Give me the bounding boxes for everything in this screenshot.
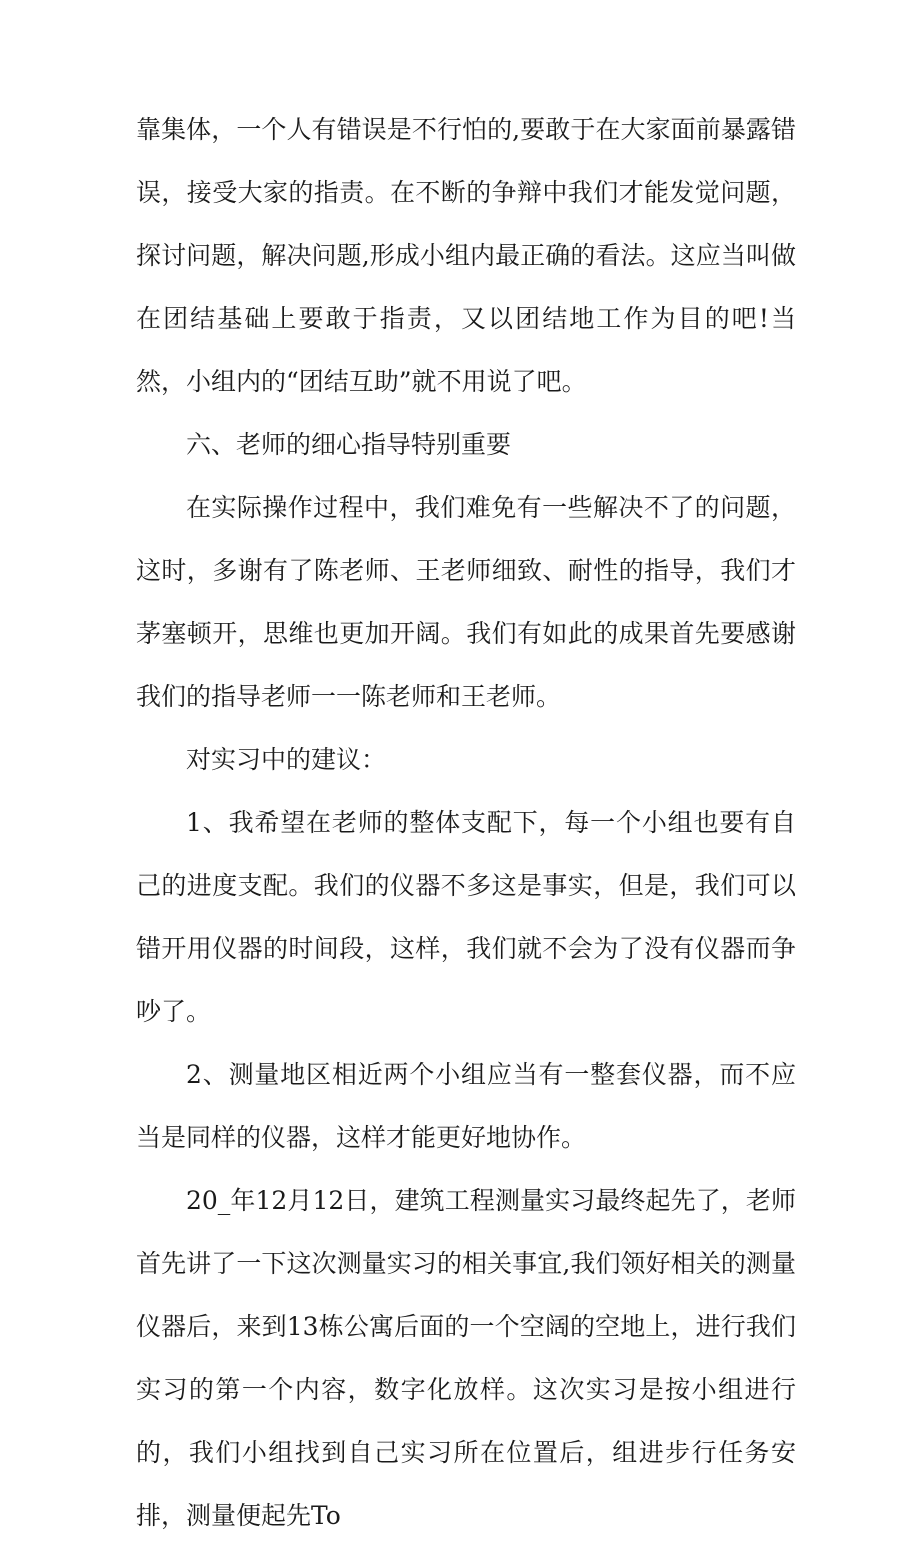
paragraph-suggestion-1: 1、我希望在老师的整体支配下，每一个小组也要有自己的进度支配。我们的仪器不多这是事实，但是，我们可以错开用仪器的时间段，这样，我们就不会为了没有仪器而争吵了。 [136, 808, 796, 1026]
document-body [136, 98, 796, 1547]
paragraph-suggestion-2: 2、测量地区相近两个小组应当有一整套仪器，而不应当是同样的仪器，这样才能更好地协作。 [136, 1060, 796, 1152]
paragraph-teamwork: 靠集体，一个人有错误是不行怕的,要敢于在大家面前暴露错误，接受大家的指责。在不断的争辩中我们才能发觉问题，探讨问题，解决问题,形成小组内最正确的看法。这应当叫做在团结基础上要敢于指责，又以团结地工作为目的吧!当然，小组内的“团结互助”就不用说了吧。 [136, 115, 796, 396]
paragraph-internship-start: 20_年12月12日，建筑工程测量实习最终起先了，老师首先讲了一下这次测量实习的相关事宜,我们领好相关的测量仪器后，来到13栋公寓后面的一个空阔的空地上，进行我们实习的第一个内容，数字化放样。这次实习是按小组进行的，我们小组找到自己实习所在位置后，组进步行任务安排，测量便起先To [136, 1186, 796, 1530]
paragraph-teacher-guidance: 在实际操作过程中，我们难免有一些解决不了的问题，这时，多谢有了陈老师、王老师细致、耐性的指导，我们才茅塞顿开，思维也更加开阔。我们有如此的成果首先要感谢我们的指导老师一一陈老师和王老师。 [136, 493, 796, 711]
section-heading-teacher-guidance: 六、老师的细心指导特别重要 [186, 430, 512, 459]
section-heading-suggestions: 对实习中的建议： [186, 745, 387, 774]
